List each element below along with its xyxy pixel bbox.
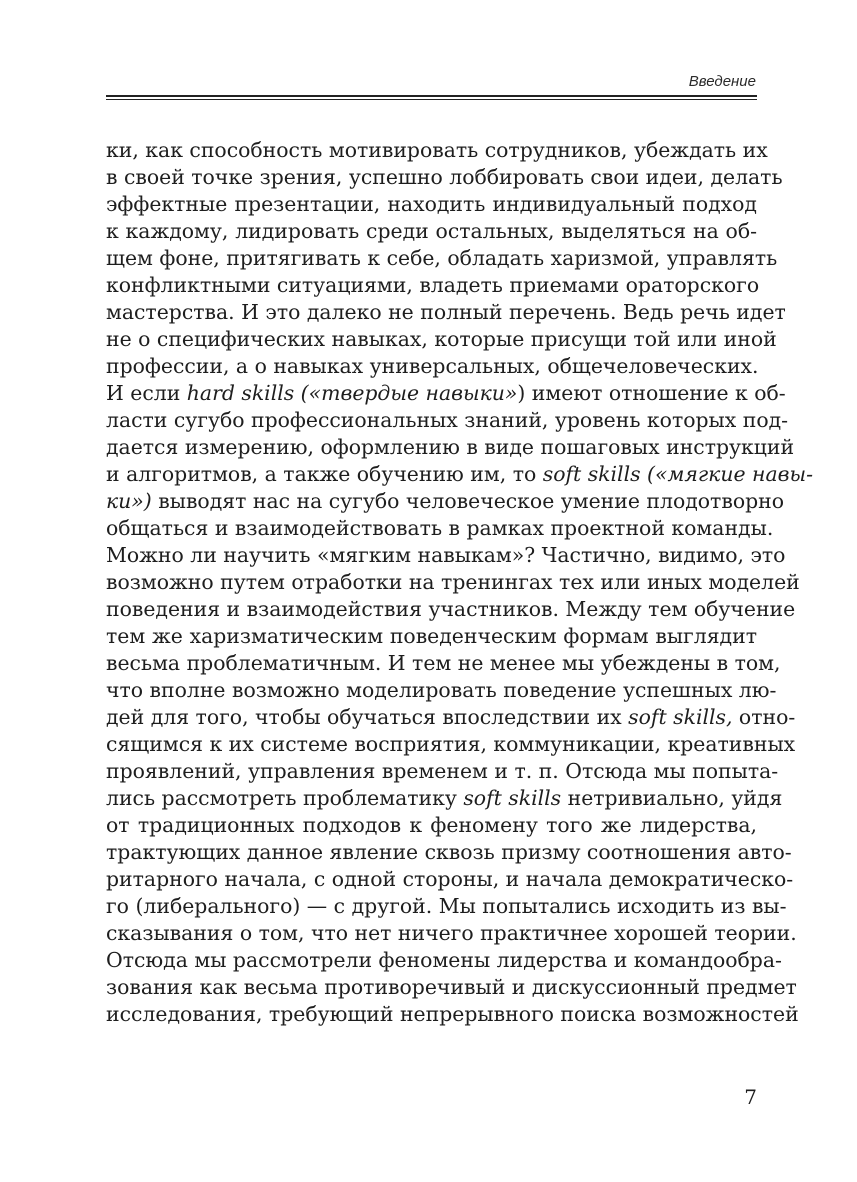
- text-line: Можно ли научить «мягким навыкам»? Частично, видимо, это: [106, 543, 786, 567]
- header-rule-thin: [106, 99, 757, 100]
- text-line: дается измерению, оформлению в виде пошаговых инструкций: [106, 435, 795, 459]
- text-line: исследования, требующий непрерывного поиска возможностей: [106, 1002, 799, 1026]
- text-line: мастерства. И это далеко не полный перечень. Ведь речь идет: [106, 300, 786, 324]
- text-line: к каждому, лидировать среди остальных, выделяться на об-: [106, 219, 757, 243]
- text-line: от традиционных подходов к феномену того же лидерства,: [106, 813, 757, 837]
- text-line: зования как весьма противоречивый и дискуссионный предмет: [106, 975, 797, 999]
- text-line: тем же харизматическим поведенческим формам выглядит: [106, 624, 757, 648]
- text-line: эффектные презентации, находить индивидуальный подход: [106, 192, 757, 216]
- text-line: сказывания о том, что нет ничего практичнее хорошей теории.: [106, 921, 797, 945]
- text-line: общаться и взаимодействовать в рамках проектной команды.: [106, 516, 774, 540]
- text-line: ки, как способность мотивировать сотрудников, убеждать их: [106, 138, 768, 162]
- text-line: сящимся к их системе восприятия, коммуникации, креативных: [106, 732, 796, 756]
- italic-term: soft skills,: [628, 705, 733, 729]
- text-line: трактующих данное явление сквозь призму соотношения авто-: [106, 840, 792, 864]
- text-line: лись рассмотреть проблематику soft skills нетривиально, уйдя: [106, 786, 783, 810]
- text-line: и алгоритмов, а также обучению им, то soft skills («мягкие навы-: [106, 462, 813, 486]
- text-line: дей для того, чтобы обучаться впоследствии их soft skills, отно-: [106, 705, 796, 729]
- text-line: го (либерального) — с другой. Мы попытались исходить из вы-: [106, 894, 787, 918]
- header-rule-thick: [106, 95, 757, 97]
- text-line: поведения и взаимодействия участников. Между тем обучение: [106, 597, 796, 621]
- text-line: весьма проблематичным. И тем не менее мы убеждены в том,: [106, 651, 781, 675]
- text-line: что вполне возможно моделировать поведение успешных лю-: [106, 678, 777, 702]
- text-line: И если hard skills («твердые навыки») имеют отношение к об-: [106, 381, 786, 405]
- italic-term: soft skills («мягкие навы-: [542, 462, 813, 486]
- text-line: не о специфических навыках, которые присущи той или иной: [106, 327, 777, 351]
- page-number: 7: [744, 1085, 757, 1109]
- italic-term: hard skills («твердые навыки»: [186, 381, 518, 405]
- text-line: ритарного начала, с одной стороны, и начала демократическо-: [106, 867, 794, 891]
- text-line: проявлений, управления временем и т. п. Отсюда мы попыта-: [106, 759, 779, 783]
- text-line: профессии, а о навыках универсальных, общечеловеческих.: [106, 354, 759, 378]
- text-line: щем фоне, притягивать к себе, обладать харизмой, управлять: [106, 246, 778, 270]
- text-line: конфликтными ситуациями, владеть приемами ораторского: [106, 273, 760, 297]
- text-line: возможно путем отработки на тренингах тех или иных моделей: [106, 570, 800, 594]
- text-line: Отсюда мы рассмотрели феномены лидерства и командообра-: [106, 948, 782, 972]
- text-line: в своей точке зрения, успешно лоббировать свои идеи, делать: [106, 165, 783, 189]
- text-line: ласти сугубо профессиональных знаний, уровень которых под-: [106, 408, 789, 432]
- body-text: [106, 137, 813, 1028]
- running-head: Введение: [688, 73, 756, 90]
- italic-term: soft skills: [463, 786, 562, 810]
- italic-term: ки»): [106, 489, 152, 513]
- text-line: ки») выводят нас на сугубо человеческое умение плодотворно: [106, 489, 785, 513]
